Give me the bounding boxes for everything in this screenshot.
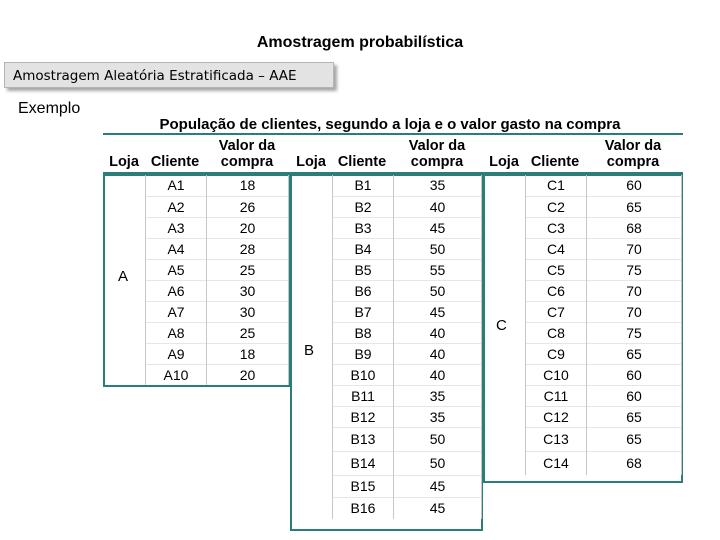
header-valor-b: Valor da compra: [408, 138, 466, 170]
table-row: [146, 217, 289, 238]
client-cell: A10: [146, 364, 207, 385]
client-cell: C11: [526, 385, 587, 406]
purchase-value-cell: 45: [394, 497, 482, 519]
client-cell: B9: [333, 343, 394, 364]
purchase-value-cell: 65: [587, 427, 682, 451]
purchase-value-cell: 40: [394, 196, 482, 217]
page-title: Amostragem probabilística: [256, 34, 464, 51]
table-row: [526, 427, 682, 451]
table-row: [333, 322, 482, 343]
client-cell: B12: [333, 406, 394, 427]
purchase-value-cell: 45: [394, 217, 482, 238]
client-cell: C13: [526, 427, 587, 451]
purchase-value-cell: 20: [207, 217, 289, 238]
client-cell: B7: [333, 301, 394, 322]
purchase-value-cell: 70: [587, 280, 682, 301]
table-row: [526, 406, 682, 427]
client-cell: B14: [333, 451, 394, 475]
purchase-value-cell: 35: [394, 175, 482, 196]
purchase-value-cell: 60: [587, 364, 682, 385]
table-row: [333, 196, 482, 217]
client-cell: A1: [146, 175, 207, 196]
table-row: [333, 406, 482, 427]
client-cell: A5: [146, 259, 207, 280]
client-cell: C9: [526, 343, 587, 364]
table-row: [526, 259, 682, 280]
header-valor-a: Valor da compra: [218, 138, 276, 170]
table-row: [526, 238, 682, 259]
table-row: [146, 196, 289, 217]
client-cell: B3: [333, 217, 394, 238]
purchase-value-cell: 50: [394, 451, 482, 475]
store-label-c: C: [496, 317, 507, 334]
purchase-value-cell: 60: [587, 385, 682, 406]
purchase-value-cell: 40: [394, 343, 482, 364]
purchase-value-cell: 40: [394, 364, 482, 385]
table-row: [333, 259, 482, 280]
table-row: [333, 217, 482, 238]
purchase-value-cell: 75: [587, 259, 682, 280]
purchase-value-cell: 50: [394, 280, 482, 301]
table-row: [146, 343, 289, 364]
purchase-value-cell: 18: [207, 175, 289, 196]
header-cliente-a: Cliente: [150, 154, 200, 170]
client-cell: B1: [333, 175, 394, 196]
client-cell: A6: [146, 280, 207, 301]
table-row: [333, 343, 482, 364]
client-cell: A9: [146, 343, 207, 364]
purchase-value-cell: 65: [587, 406, 682, 427]
purchase-value-cell: 50: [394, 238, 482, 259]
header-cliente-c: Cliente: [530, 154, 580, 170]
table-row: [526, 343, 682, 364]
table-row: [333, 364, 482, 385]
purchase-value-cell: 28: [207, 238, 289, 259]
client-cell: C1: [526, 175, 587, 196]
table-row: [526, 280, 682, 301]
purchase-value-cell: 25: [207, 259, 289, 280]
client-cell: C2: [526, 196, 587, 217]
client-cell: C12: [526, 406, 587, 427]
client-cell: B13: [333, 427, 394, 451]
store-b-table: [332, 175, 482, 519]
client-cell: A8: [146, 322, 207, 343]
client-cell: C8: [526, 322, 587, 343]
table-row: [333, 497, 482, 519]
purchase-value-cell: 70: [587, 238, 682, 259]
client-cell: A3: [146, 217, 207, 238]
store-label-b: B: [304, 342, 315, 359]
table-row: [333, 451, 482, 475]
client-cell: A4: [146, 238, 207, 259]
client-cell: B4: [333, 238, 394, 259]
client-cell: B15: [333, 475, 394, 497]
table-row: [146, 238, 289, 259]
purchase-value-cell: 40: [394, 322, 482, 343]
table-title: População de clientes, segundo a loja e o valor gasto na compra: [159, 116, 621, 133]
header-cliente-b: Cliente: [337, 154, 387, 170]
purchase-value-cell: 26: [207, 196, 289, 217]
table-row: [526, 196, 682, 217]
client-cell: B8: [333, 322, 394, 343]
purchase-value-cell: 65: [587, 196, 682, 217]
header-valor-c: Valor da compra: [604, 138, 662, 170]
purchase-value-cell: 25: [207, 322, 289, 343]
purchase-value-cell: 55: [394, 259, 482, 280]
client-cell: A7: [146, 301, 207, 322]
header-top-rule: [103, 133, 683, 135]
table-row: [526, 301, 682, 322]
client-cell: C5: [526, 259, 587, 280]
header-loja-c: Loja: [489, 154, 519, 170]
table-row: [526, 322, 682, 343]
purchase-value-cell: 45: [394, 301, 482, 322]
client-cell: C14: [526, 451, 587, 475]
section-banner: Amostragem Aleatória Estratificada – AAE: [4, 62, 334, 88]
purchase-value-cell: 18: [207, 343, 289, 364]
client-cell: B11: [333, 385, 394, 406]
table-row: [146, 364, 289, 385]
table-row: [526, 175, 682, 196]
purchase-value-cell: 20: [207, 364, 289, 385]
store-c-table: [525, 175, 682, 475]
purchase-value-cell: 30: [207, 280, 289, 301]
table-row: [146, 280, 289, 301]
client-cell: C4: [526, 238, 587, 259]
table-row: [333, 238, 482, 259]
purchase-value-cell: 75: [587, 322, 682, 343]
table-row: [146, 322, 289, 343]
example-label: Exemplo: [18, 100, 81, 117]
purchase-value-cell: 35: [394, 385, 482, 406]
table-row: [146, 259, 289, 280]
table-row: [526, 217, 682, 238]
table-row: [526, 451, 682, 475]
table-row: [333, 385, 482, 406]
client-cell: B10: [333, 364, 394, 385]
purchase-value-cell: 30: [207, 301, 289, 322]
purchase-value-cell: 68: [587, 217, 682, 238]
store-label-a: A: [118, 268, 129, 285]
purchase-value-cell: 68: [587, 451, 682, 475]
client-cell: C7: [526, 301, 587, 322]
store-a-table: [145, 175, 289, 385]
header-loja-a: Loja: [109, 154, 139, 170]
client-cell: B5: [333, 259, 394, 280]
client-cell: C6: [526, 280, 587, 301]
purchase-value-cell: 60: [587, 175, 682, 196]
table-row: [333, 427, 482, 451]
table-row: [333, 301, 482, 322]
table-row: [146, 175, 289, 196]
table-row: [526, 364, 682, 385]
table-row: [333, 175, 482, 196]
table-row: [333, 475, 482, 497]
purchase-value-cell: 50: [394, 427, 482, 451]
table-row: [146, 301, 289, 322]
table-row: [333, 280, 482, 301]
client-cell: B2: [333, 196, 394, 217]
client-cell: C10: [526, 364, 587, 385]
purchase-value-cell: 35: [394, 406, 482, 427]
purchase-value-cell: 70: [587, 301, 682, 322]
purchase-value-cell: 65: [587, 343, 682, 364]
client-cell: C3: [526, 217, 587, 238]
client-cell: A2: [146, 196, 207, 217]
table-row: [526, 385, 682, 406]
client-cell: B6: [333, 280, 394, 301]
header-loja-b: Loja: [296, 154, 326, 170]
purchase-value-cell: 45: [394, 475, 482, 497]
client-cell: B16: [333, 497, 394, 519]
